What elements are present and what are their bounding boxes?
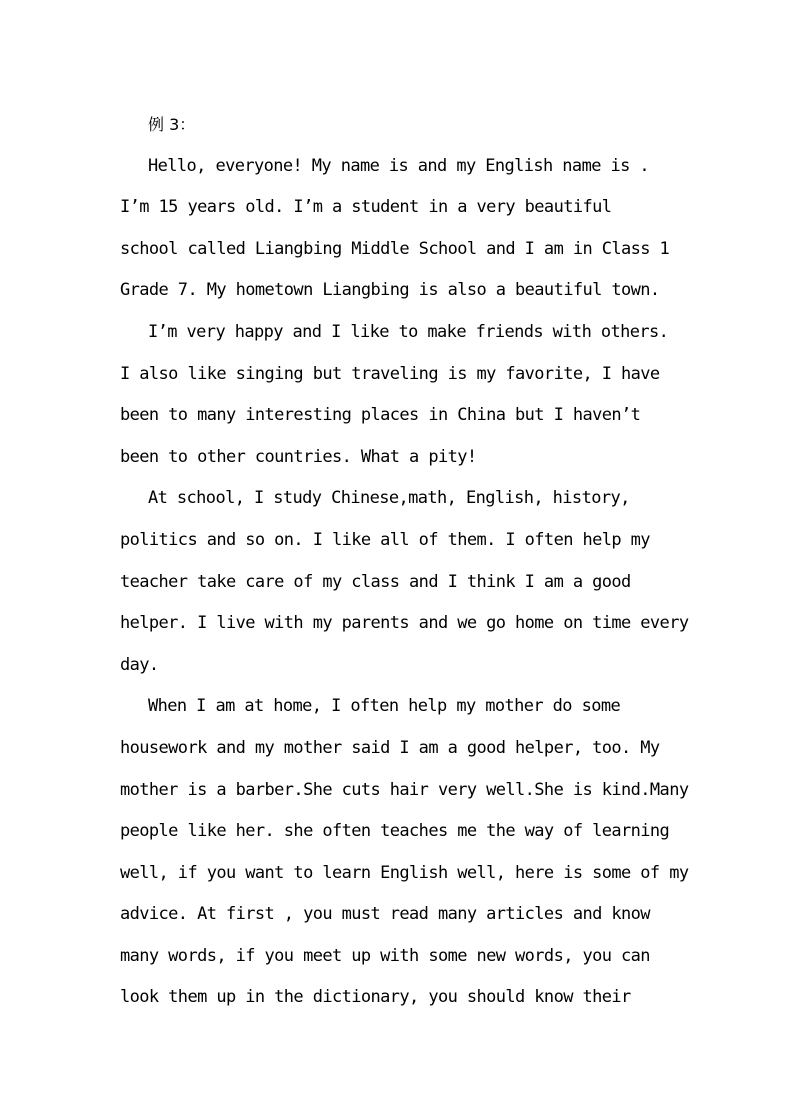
paragraph-4-line-4: people like her. she often teaches me the way of learning [120, 821, 670, 842]
paragraph-3-line-4: helper. I live with my parents and we go home on time every [120, 613, 689, 634]
paragraph-4-line-8: look them up in the dictionary, you should know their [120, 987, 631, 1008]
paragraph-3-line-1: At school, I study Chinese,math, English, history, [148, 488, 630, 509]
paragraph-2-line-1: I’m very happy and I like to make friends with others. [148, 321, 669, 342]
document-body [120, 104, 689, 1019]
paragraph-1-line-3: school called Liangbing Middle School and I am in Class 1 [120, 238, 670, 259]
paragraph-2-line-3: been to many interesting places in China but I haven’t [120, 405, 641, 426]
paragraph-2-line-2: I also like singing but traveling is my favorite, I have [120, 363, 660, 384]
paragraph-1-line-4: Grade 7. My hometown Liangbing is also a beautiful town. [120, 280, 660, 301]
paragraph-3-line-5: day. [120, 654, 159, 675]
paragraph-2-line-4: been to other countries. What a pity! [120, 446, 477, 467]
paragraph-4-line-3: mother is a barber.She cuts hair very well.She is kind.Many [120, 779, 689, 800]
paragraph-4-line-5: well, if you want to learn English well, here is some of my [120, 862, 689, 883]
paragraph-1-line-2: I’m 15 years old. I’m a student in a very beautiful [120, 197, 612, 218]
paragraph-4-line-1: When I am at home, I often help my mother do some [148, 696, 621, 717]
paragraph-3-line-2: politics and so on. I like all of them. I often help my [120, 529, 650, 550]
example-heading: 例 3： [148, 115, 196, 134]
paragraph-4-line-2: housework and my mother said I am a good helper, too. My [120, 737, 660, 758]
paragraph-4-line-7: many words, if you meet up with some new words, you can [120, 945, 650, 966]
paragraph-3-line-3: teacher take care of my class and I think I am a good [120, 571, 631, 592]
paragraph-1-line-1: Hello, everyone! My name is and my English name is . [148, 155, 650, 176]
paragraph-4-line-6: advice. At first , you must read many articles and know [120, 904, 650, 925]
